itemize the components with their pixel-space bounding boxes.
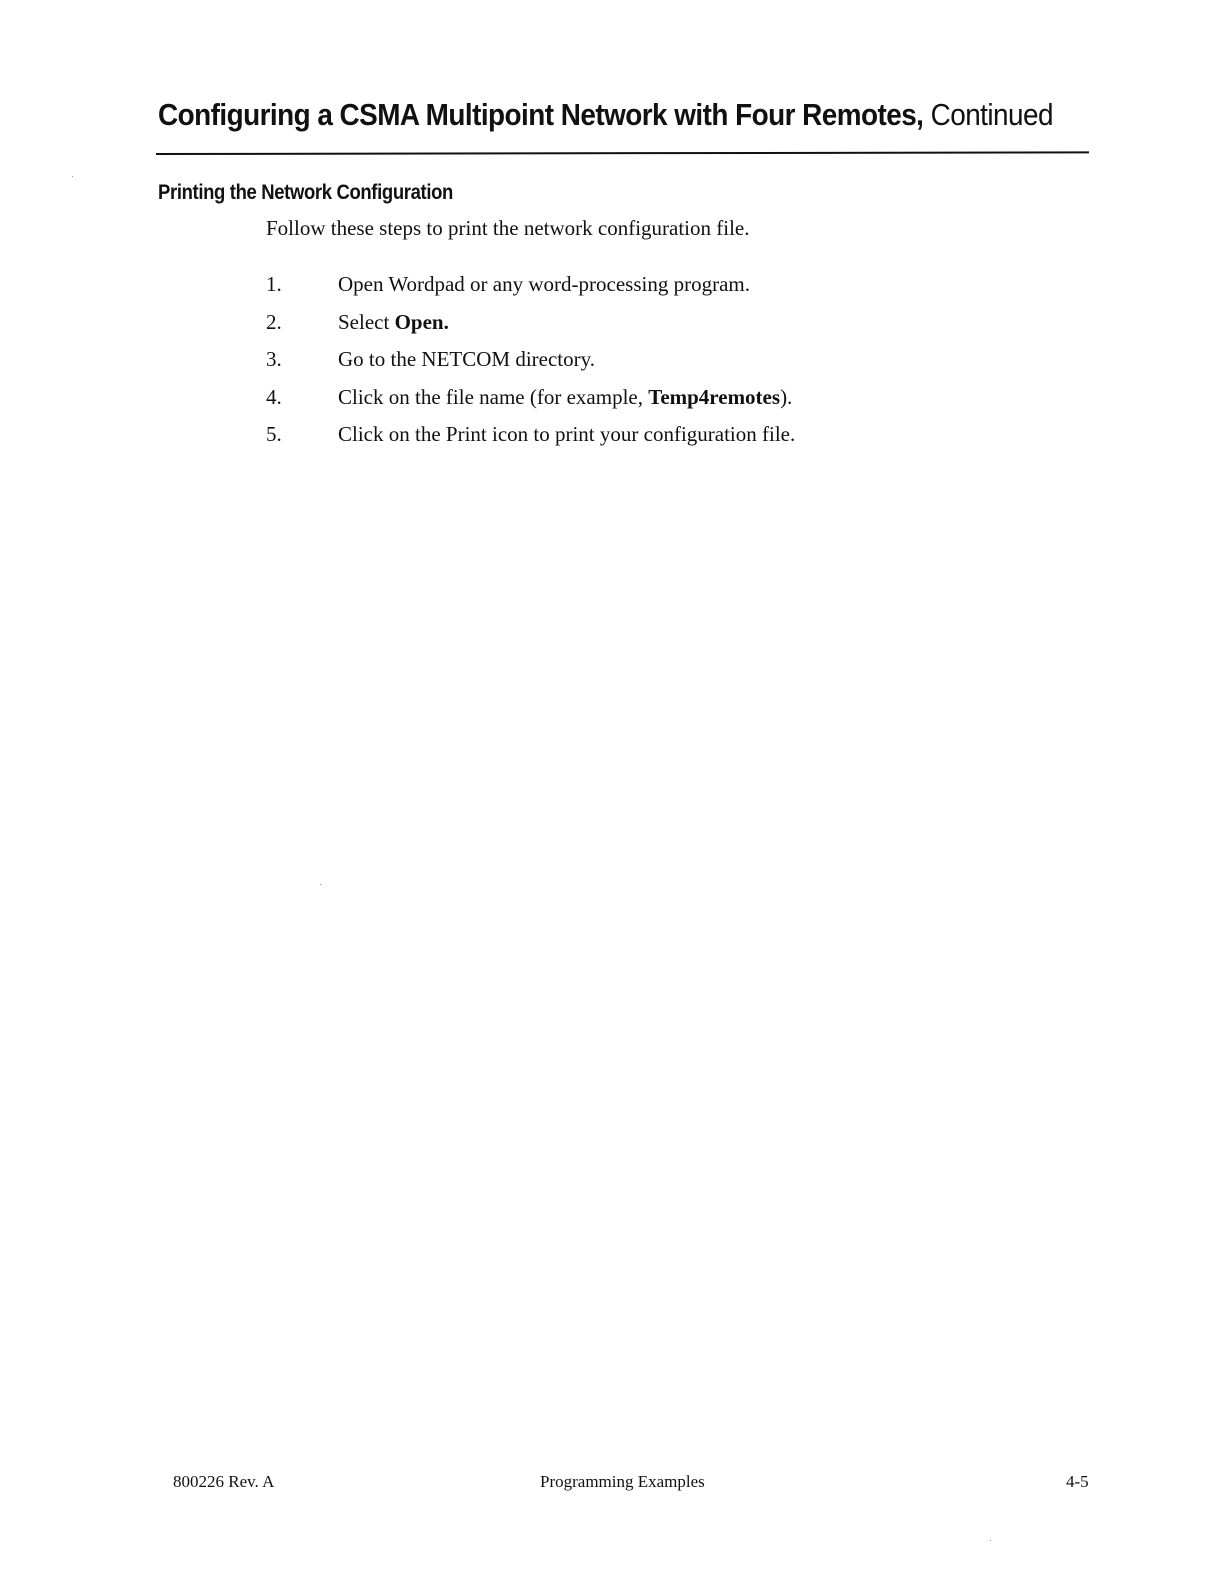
step-number: 5. (266, 422, 282, 446)
step-text (338, 310, 449, 335)
footer-chapter: Programming Examples (540, 1472, 705, 1491)
footer-doc-number: 800226 Rev. A (173, 1472, 275, 1491)
step-text (338, 347, 595, 372)
page-title-continued: Continued (930, 97, 1053, 132)
step-text-plain: Select (338, 309, 395, 334)
scan-speck (72, 176, 73, 177)
page-title-main: Configuring a CSMA Multipoint Network with Four Remotes, (158, 97, 924, 132)
step-text (338, 385, 792, 410)
section-intro: Follow these steps to print the network configuration file. (266, 216, 750, 240)
step-number: 2. (266, 309, 282, 334)
step-number: 3. (266, 347, 282, 371)
step-number: 1. (266, 272, 282, 296)
step-text (338, 422, 795, 447)
section-heading: Printing the Network Configuration (158, 181, 453, 204)
step-text-suffix: ). (780, 384, 793, 409)
step-text-bold: Open. (394, 309, 449, 334)
step-text-plain: Go to the NETCOM directory. (338, 347, 596, 371)
step-text (338, 272, 750, 297)
scan-speck (990, 1540, 991, 1541)
step-text-plain: Click on the file name (for example, (338, 384, 649, 409)
step-text-plain: Click on the Print icon to print your configuration file. (338, 422, 796, 446)
scan-speck (320, 884, 321, 885)
step-number: 4. (266, 384, 282, 409)
step-text-bold: Temp4remotes (648, 384, 781, 409)
step-text-plain: Open Wordpad or any word-processing program. (338, 272, 750, 296)
title-underline-rule (156, 151, 1089, 155)
page-title (158, 96, 1053, 133)
footer-page-number: 4-5 (1066, 1472, 1089, 1491)
